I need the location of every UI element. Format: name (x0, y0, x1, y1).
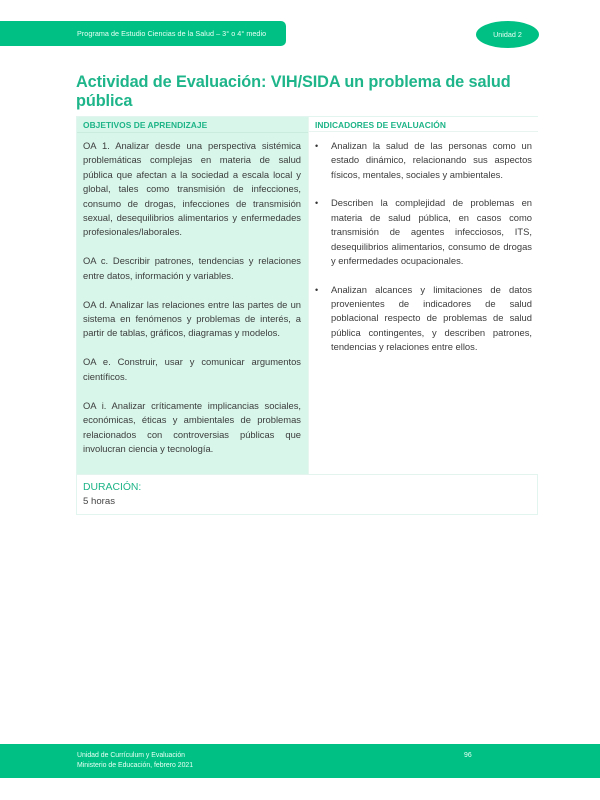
program-label: Programa de Estudio Ciencias de la Salud – 3° o 4° medio (77, 29, 267, 38)
indicators-column (308, 117, 538, 474)
indicator-item (313, 283, 532, 355)
bullet-icon: • (315, 141, 319, 151)
indicators-heading: INDICADORES DE EVALUACIÓN (309, 117, 538, 132)
bullet-icon: • (315, 198, 319, 209)
objective-item: OA e. Construir, usar y comunicar argumentos científicos. (83, 356, 301, 382)
page-number: 96 (464, 752, 472, 759)
footer-bar (0, 744, 600, 778)
unit-label: Unidad 2 (493, 30, 522, 39)
duration-label: DURACIÓN: (83, 482, 142, 493)
objectives-column (77, 117, 308, 474)
bullet-icon: • (315, 284, 319, 295)
duration-value: 5 horas (83, 496, 115, 507)
indicator-item (313, 139, 532, 182)
indicator-text: Analizan alcances y limitaciones de datos provenientes de indicadores de salud poblacional respecto de problemas de salud pública contingentes, y describen patrones, tendencias y relaciones entre ellos. (331, 283, 532, 353)
objective-item: OA d. Analizar las relaciones entre las partes de un sistema en fenómenos y problemas de interés, a partir de tablas, gráficos, diagramas y modelos. (83, 298, 301, 339)
objective-item: OA c. Describir patrones, tendencias y relaciones entre datos, información y variables. (83, 255, 301, 281)
indicator-text: Analizan la salud de las personas como un estado dinámico, relacionando sus aspectos físicos, mentales, sociales y ambientales. (331, 140, 532, 180)
indicator-item (313, 196, 532, 268)
indicator-text: Describen la complejidad de problemas en materia de salud pública, en casos como transmisión de agentes infecciosos, ITS, desequilibrios alimentarios, consumo de drogas y enfermedades ocupacionales. (331, 197, 532, 267)
unit-badge (476, 21, 539, 48)
duration-row (77, 474, 537, 515)
objectives-list (77, 133, 308, 456)
page-title: Actividad de Evaluación: VIH/SIDA un problema de salud pública (76, 73, 511, 110)
objectives-heading: OBJETIVOS DE APRENDIZAJE (77, 117, 308, 133)
footer-unit-label: Unidad de Currículum y Evaluación (77, 752, 186, 759)
evaluation-table (76, 116, 538, 515)
program-header-bar (0, 21, 286, 46)
footer-ministry-label: Ministerio de Educación, febrero 2021 (77, 762, 194, 769)
objective-item: OA 1. Analizar desde una perspectiva sistémica problemáticas complejas en materia de salud pública que afectan a la sociedad a escala local y global, tales como transmisión de infecciones, consumo de drogas, infecciones de transmisión sexual, desequilibrios alimentarios y enfermedades profesionales/laborales. (83, 140, 301, 238)
indicators-list (309, 132, 538, 355)
objective-item: OA i. Analizar críticamente implicancias sociales, económicas, éticas y ambientales de problemas relacionados con controversias públicas que involucran ciencia y tecnología. (83, 399, 301, 454)
